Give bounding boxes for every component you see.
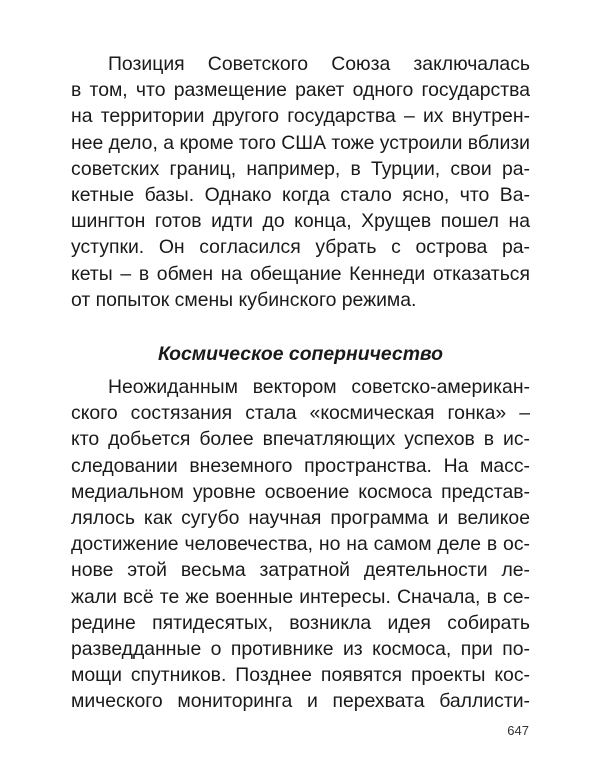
text-line: достижение человечества, но на самом деле в ос- (71, 533, 530, 556)
paragraph-space-race (71, 374, 530, 715)
section-heading: Космическое соперничество (157, 343, 444, 365)
text-line: Неожиданным вектором советско-американ- (108, 376, 530, 398)
text-line: советских границ, например, в Турции, свои ра- (71, 157, 530, 180)
page-number: 647 (507, 723, 529, 738)
text-line: разведданные о противнике из космоса, при по- (71, 638, 530, 661)
text-line: лялось как сугубо научная программа и великое (71, 507, 530, 530)
text-line: следовании внеземного пространства. На масс- (71, 454, 530, 477)
text-line: Позиция Советского Союза заключалась (108, 53, 530, 75)
text-line: в том, что размещение ракет одного государства (71, 79, 530, 102)
text-line: кетные базы. Однако когда стало ясно, что Ва- (71, 184, 530, 207)
text-line: мического мониторинга и перехвата баллисти- (71, 690, 530, 713)
text-line: медиальном уровне освоение космоса представ- (71, 480, 530, 503)
text-line: нее дело, а кроме того США тоже устроили вблизи (71, 131, 530, 154)
paragraph-soviet-position (71, 51, 530, 313)
text-line: уступки. Он согласился убрать с острова ра- (71, 236, 530, 259)
text-line: на территории другого государства – их внутрен- (71, 105, 530, 128)
text-line: кеты – в обмен на обещание Кеннеди отказаться (71, 262, 530, 285)
text-line: нове этой весьма затратной деятельности ле- (71, 559, 530, 582)
text-line: шингтон готов идти до конца, Хрущев пошел на (71, 210, 530, 233)
text-line: мощи спутников. Позднее появятся проекты кос- (71, 664, 530, 687)
text-line: редине пятидесятых, возникла идея собирать (71, 611, 530, 634)
text-line: кто добьется более впечатляющих успехов в ис- (71, 428, 530, 451)
text-line: от попыток смены кубинского режима. (71, 288, 417, 311)
text-line: ского состязания стала «космическая гонка» – (71, 402, 530, 425)
text-line: жали всё те же военные интересы. Сначала, в се- (71, 585, 530, 608)
